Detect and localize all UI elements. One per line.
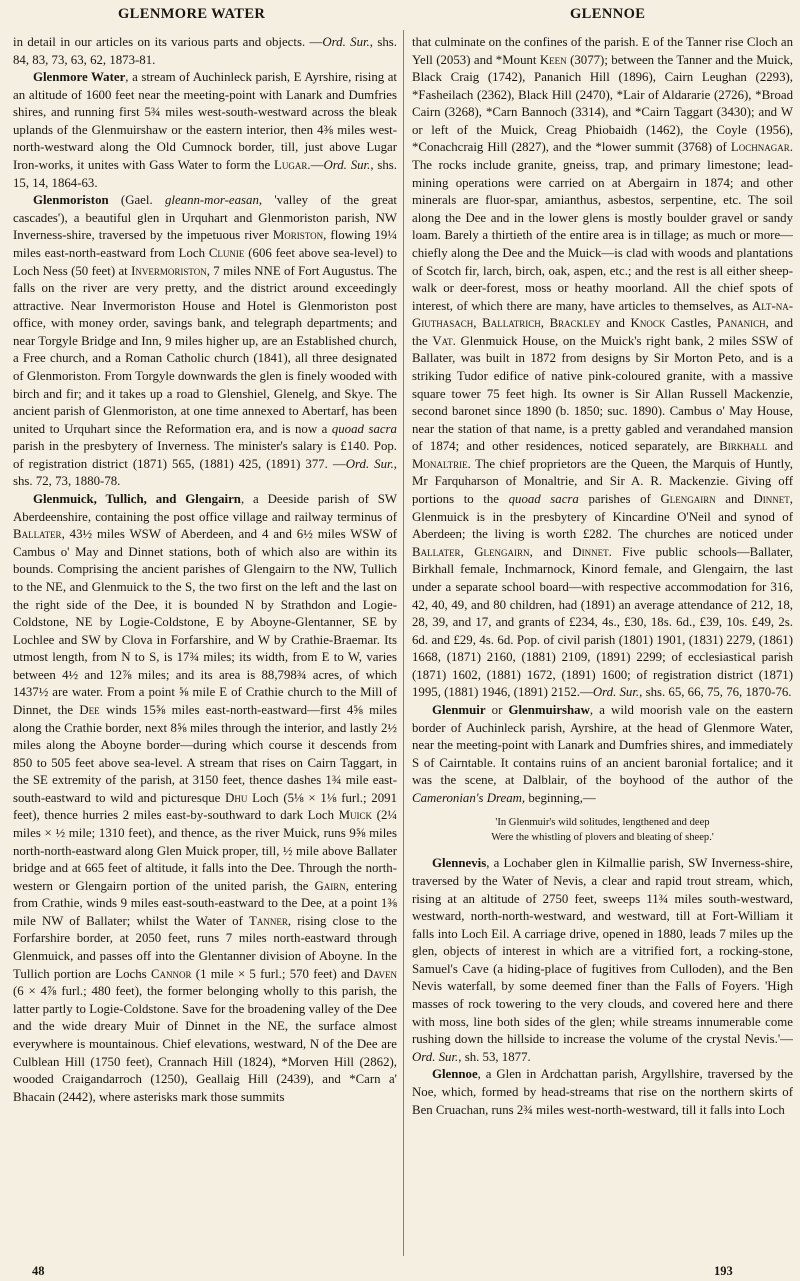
italic-text: Ord. Sur. <box>345 456 394 471</box>
cross-reference: Ballater <box>13 527 62 542</box>
cross-reference: Moriston <box>272 228 324 243</box>
italic-text: Ord. Sur. <box>322 35 370 49</box>
cross-reference: Birkhall <box>719 439 768 454</box>
cross-reference: Gairn <box>314 878 346 893</box>
text-run: , flowing 19¼ miles east-north-eastward from Loch <box>13 228 397 260</box>
text-run: , 43½ miles WSW of Aberdeen, and 4 and 6½ miles WSW of Cambus o' May and Dinnet stations, both of which also are within its bounds. Comprising the ancient parishes of Glengairn to the NW, Tullich to the NE, and Glenmuick to the S, the two first on the left and the last on the right side of the Dee, it is bounded N by Strathdon and Logie-Coldstone, NE by Logie-Coldstone, E by Aboyne-Glentanner, SE by Lochlee and SW by Clova in Forfarshire, and W by Crathie-Braemar. Its utmost length, from N to S, is 17¾ miles; its width, from E to W, varies between 4½ and 12⅞ miles; and its area is 88,798¾ acres, of which 1437½ are water. From a point ⅝ mile E of Crathie church to the Mill of Dinnet, the <box>13 527 397 717</box>
cross-reference: Dinnet <box>753 492 790 507</box>
text-run: , a stream of Auchinleck parish, E Ayrshire, rising at an altitude of 1600 feet near the meeting-point with Lanark and Dumfries shires, and running first 5¾ miles west-south-westward across the bleak uplands of the Glenmuirshaw or the eastern interior, then 4⅜ miles west-north-westward along the Old Cumnock border, till, just above Lugar Iron-works, it unites with Gass Water to form the <box>13 70 397 173</box>
entry-headword: Glennoe <box>432 1067 478 1082</box>
text-run: , <box>460 544 475 559</box>
text-run: . The rocks include granite, gneiss, trap, and primary limestone; lead-mining operations were carried on at Abergairn in 1874; and other minerals are fluor-spar, amianthus, asbestos, serpentine, etc. The soil along the Dee and in the lower glens is mostly boulder gravel or sandy loam. Barely a thirtieth of the entire area is in tillage; as much or more— chiefly along the Dee and the Muick—is clad with woods and plantations of Scotch fir, larch, birch, oak, aspen, etc.; and the rest is all either sheep-walk or deer-forest, moss or heathy moorland. All the chief spots of interest, of which there are many, have articles to themselves, as <box>412 140 793 313</box>
gazetteer-entry <box>412 1066 793 1119</box>
left-running-title: GLENMORE WATER <box>118 6 266 22</box>
cross-reference: Glengairn <box>660 492 716 507</box>
cross-reference: Pananich <box>716 316 766 331</box>
cross-reference: Keen <box>539 52 567 67</box>
entry-headword: Glenmuir <box>432 702 486 717</box>
text-run: that culminate on the confines of the parish. E of the Tanner rise Cloch an Yell (2053) and *Mount <box>412 35 793 67</box>
cross-reference: Tanner <box>249 913 288 928</box>
cross-reference: Knock <box>630 316 666 331</box>
gazetteer-entry <box>13 69 397 192</box>
right-text-column <box>412 34 793 1264</box>
text-run: , entering from Crathie, winds 9 miles east-south-eastward to the Dee, at a point 1⅜ mile NW of Ballater; whilst the Water of <box>13 878 397 928</box>
text-run: , a Lochaber glen in Kilmallie parish, SW Inverness-shire, traversed by the Water of Nevis, a clear and rapid trout stream, which, rising at an altitude of 2750 feet, sweeps 11¾ miles south-westward, westward, north-north-westward, and westward, till at Fort-William it falls into Loch Eil. A carriage drive, opened in 1880, leads 7 miles up the glen, objects of interest in which are a vitrified fort, a rocking-stone, Samuel's Cave (a hiding-place of fugitives from Culloden), and the Ben Nevis waterfall, by some deemed finer than the Falls of Foyers. 'High masses of rock towering to the very clouds, and covered here and there with moss, line both sides of the glen; while streams innumerable come rushing down the hillside to increase the volume of the crystal Nevis.'— <box>412 856 793 1047</box>
italic-text: quoad sacra <box>508 492 579 507</box>
text-run: (1 mile × 5 furl.; 570 feet) and <box>191 966 364 981</box>
cross-reference: Monaltrie <box>412 456 468 471</box>
text-run: , shs. 65, 66, 75, 76, 1870-76. <box>639 685 792 700</box>
gazetteer-entry <box>412 855 793 1066</box>
text-run: . Glenmuick House, on the Muick's right bank, 2 miles SSW of Ballater, was built in 1872 from designs by Sir Morton Peto, and is a striking Tudor edifice of native pink-coloured granite, with a massive square tower 75 feet high. Its owner is Sir Allan Russell Mackenzie, second baronet since 1890 (b. 1850; suc. 1890). Cambus o' May House, near the station of that name, is a pretty gabled and verandahed mansion of 1874; and other residences, noticed separately, are <box>412 333 793 454</box>
text-run: , and <box>529 544 573 559</box>
text-run: , Glenmuick is in the presbytery of Kincardine O'Neil and synod of Aberdeen; the living is worth £282. The churches are noticed under <box>412 492 793 542</box>
text-run: . The chief proprietors are the Queen, the Marquis of Huntly, Mr Farquharson of Monaltrie, and Sir A. R. Mackenzie. Giving off portions to the <box>412 456 793 507</box>
text-run: , <box>540 316 550 331</box>
italic-text: Ord. Sur. <box>412 1049 459 1064</box>
continued-paragraph <box>412 34 793 702</box>
italic-text: Ord. Sur. <box>323 158 371 173</box>
cross-reference: Lochnagar <box>730 140 790 155</box>
verse-line: Were the whistling of plovers and bleating of sheep.' <box>491 831 714 843</box>
text-run: or <box>485 702 509 717</box>
italic-text: gleann-mor-easan <box>164 193 259 208</box>
text-run: (Gael. <box>108 193 165 208</box>
text-run: (606 feet above sea-level) to Loch Ness (50 feet) at <box>13 245 397 278</box>
cross-reference: Ballater <box>412 544 461 559</box>
text-run: and <box>767 439 793 454</box>
text-run: in detail in our articles on its various parts and objects. — <box>13 35 323 49</box>
text-run: , shs. 84, 83, 73, 63, 62, 1873-81. <box>13 35 397 67</box>
cross-reference: Brackley <box>549 316 601 331</box>
text-run: (6 × 4⅞ furl.; 480 feet), the former belonging wholly to this parish, the latter partly to Logie-Coldstone. Save for the broadening valley of the Dee and the wide dreary Muir of Dinnet in the NE, the surface almost everywhere is mountainous. Chief elevations, westward, N of the Dee are Culblean Hill (1750 feet), Crannach Hill (1824), *Morven Hill (2862), wooded Craigandarroch (1250), Geallaig Hill (2439), and *Carn a' Bhacain (2442), where asterisks mark those summits <box>13 984 397 1104</box>
cross-reference: Daven <box>363 966 397 981</box>
text-run: Loch (5⅛ × 1⅛ furl.; 2091 feet), thence hurries 2 miles east-by-southward to dark Loch <box>13 790 397 823</box>
entry-headword: Glenmuick, Tullich, and Glengairn <box>33 492 241 507</box>
text-run: .— <box>307 158 324 173</box>
text-run: . Five public schools—Ballater, Birkhall female, Inchmarnock, Kinord female, and Glengairn, the last under a separate school board—with respective accommodation for 316, 42, 40, 49, and 80 children, had (1891) an average attendance of 212, 18, 28, 39, and 17, and grants of £234, 4s., £30, 18s. 6d., £39, 10s. £49, 2s. 6d. and £29, 4s. 6d. Pop. of civil parish (1801) 1901, (1831) 2279, (1861) 1668, (1871) 2160, (1881) 2109, (1891) 2299; of ecclesiastical parish (1871) 1602, (1881) 1672, (1891) 1600; of registration district (1871) 1995, (1881) 1946, (1891) 2152.— <box>412 544 793 700</box>
text-run: , 7 miles NNE of Fort Augustus. The falls on the river are very pretty, and the district around exceedingly attractive. Near Invermoriston House and Hotel is Glenmoriston post office, with money order, savings bank, and telegraph departments; and near Torgyle Bridge and Inn, 9 miles higher up, are an Established church, a Free church, and a Roman Catholic church (1841), all three designated of Glenmoriston. From Torgyle downwards the glen is finely wooded with birch and fir; and it takes up a road to Glenshiel, Glenelg, and Skye. The ancient parish of Glenmoriston, at one time annexed to Abertarf, has been united to Urquhart since the Reformation era, and is now a <box>13 263 397 436</box>
verse-line: 'In Glenmuir's wild solitudes, lengthened and deep <box>495 817 710 829</box>
cross-reference: Ballatrich <box>482 316 541 331</box>
right-running-title: GLENNOE <box>570 6 646 22</box>
entry-headword: Glennevis <box>432 856 487 871</box>
text-run: , a wild moorish vale on the eastern border of Auchinleck parish, Ayrshire, at the head of Glenmore Water, near the meeting-point with Lanark and Dumfries shires, and immediately S of Cairntable. It contains ruins of an ancient baronial fortalice; and it was the scene, at Dalblair, of the boyhood of the author of the <box>412 702 793 788</box>
entry-headword: Glenmoriston <box>33 193 109 208</box>
left-text-column <box>13 34 397 1260</box>
cross-reference: Muick <box>338 808 373 823</box>
right-page-number: 193 <box>714 1264 733 1278</box>
text-run: (3077); between the Tanner and the Muick, Black Craig (1742), Pananich Hill (1896), Cairn Leughan (2293), *Fasheilach (2362), Black Hill (2470), *Lair of Aldararie (2726), *Broad Cairn (3268), *Carn Bannoch (3314), and *Cairn Taggart (3430); and W or left of the Muick, Creag Phiobaidh (1462), the Coyle (1956), *Conachcraig Hill (2827), and the *lower summit (3768) of <box>412 52 793 155</box>
cross-reference: Alt-na-Giuthasach <box>412 298 793 331</box>
text-run: , shs. 72, 73, 1880-78. <box>13 456 397 489</box>
entry-headword: Glenmore Water <box>33 70 126 85</box>
text-run: , sh. 53, 1877. <box>458 1049 531 1064</box>
column-divider <box>403 30 404 1256</box>
cross-reference: Dee <box>79 702 100 717</box>
gazetteer-entry <box>13 491 397 1106</box>
cross-reference: Vat <box>432 333 453 348</box>
text-run: , beginning,— <box>521 790 596 805</box>
text-run: , rising close to the Forfarshire border, at 2050 feet, runs 7 miles north-eastward through Glenmuick, and passes off into the Glentanner division of Aboyne. In the Tullich portion are Lochs <box>13 913 397 981</box>
entry-headword: Glenmuirshaw <box>508 702 590 717</box>
text-run: , a Glen in Ardchattan parish, Argyllshire, traversed by the Noe, which, formed by head-streams that rise on the northern skirts of Ben Cruachan, runs 2¾ miles west-north-westward, till it falls into Loch <box>412 1067 793 1117</box>
left-page-number: 48 <box>32 1264 45 1278</box>
text-run: Castles, <box>665 316 717 331</box>
cross-reference: Dhu <box>225 790 248 805</box>
text-run: winds 15⅝ miles east-north-eastward—first 4⅝ miles along the Crathie border, next 8⅝ miles through the interior, and lastly 2½ miles along the Aboyne border—during which course it descends from 850 to 505 feet above sea-level. A stream that rises on Cairn Taggart, in the SE extremity of the parish, at 3150 feet, thence dashes 1¾ mile east-south-eastward to wild and picturesque <box>13 702 397 805</box>
cross-reference: Lugar <box>274 158 308 173</box>
text-run: (2¼ miles × ½ mile; 1310 feet), and thence, as the river Muick, runs 9⅝ miles north-north-eastward along Glen Muick proper, till, ½ mile above Ballater bridge and at 665 feet of altitude, it falls into the Dee. Through the north-western or Glengairn portion of the united parish, the <box>13 808 397 893</box>
italic-text: Ord. Sur. <box>592 685 640 700</box>
text-run: , and the <box>412 316 793 348</box>
cross-reference: Glengairn <box>474 544 530 559</box>
text-run: , <box>473 316 483 331</box>
gazetteer-entry <box>412 702 793 807</box>
verse-quotation <box>412 816 793 845</box>
text-run: parishes of <box>578 492 661 507</box>
cross-reference: Invermoriston <box>131 263 207 278</box>
cross-reference: Cannor <box>150 966 192 981</box>
text-run: parish in the presbytery of Inverness. The minister's salary is £140. Pop. of registration district (1871) 565, (1881) 425, (1891) 377. — <box>13 439 397 471</box>
text-run: and <box>600 316 631 331</box>
continued-paragraph <box>13 34 397 69</box>
italic-text: Cameronian's Dream <box>412 790 522 805</box>
text-run: , 'valley of the great cascades'), a beautiful glen in Urquhart and Glenmoriston parish, NW Inverness-shire, traversed by the impetuous river <box>13 193 397 243</box>
cross-reference: Dinnet <box>572 544 609 559</box>
cross-reference: Clunie <box>208 245 245 260</box>
text-run: , shs. 15, 14, 1864-63. <box>13 158 397 190</box>
text-run: and <box>715 492 754 507</box>
running-header <box>0 6 800 28</box>
gazetteer-entry <box>13 192 397 491</box>
italic-text: quoad sacra <box>331 421 397 436</box>
text-run: , a Deeside parish of SW Aberdeenshire, containing the post office village and railway terminus of <box>13 492 397 524</box>
